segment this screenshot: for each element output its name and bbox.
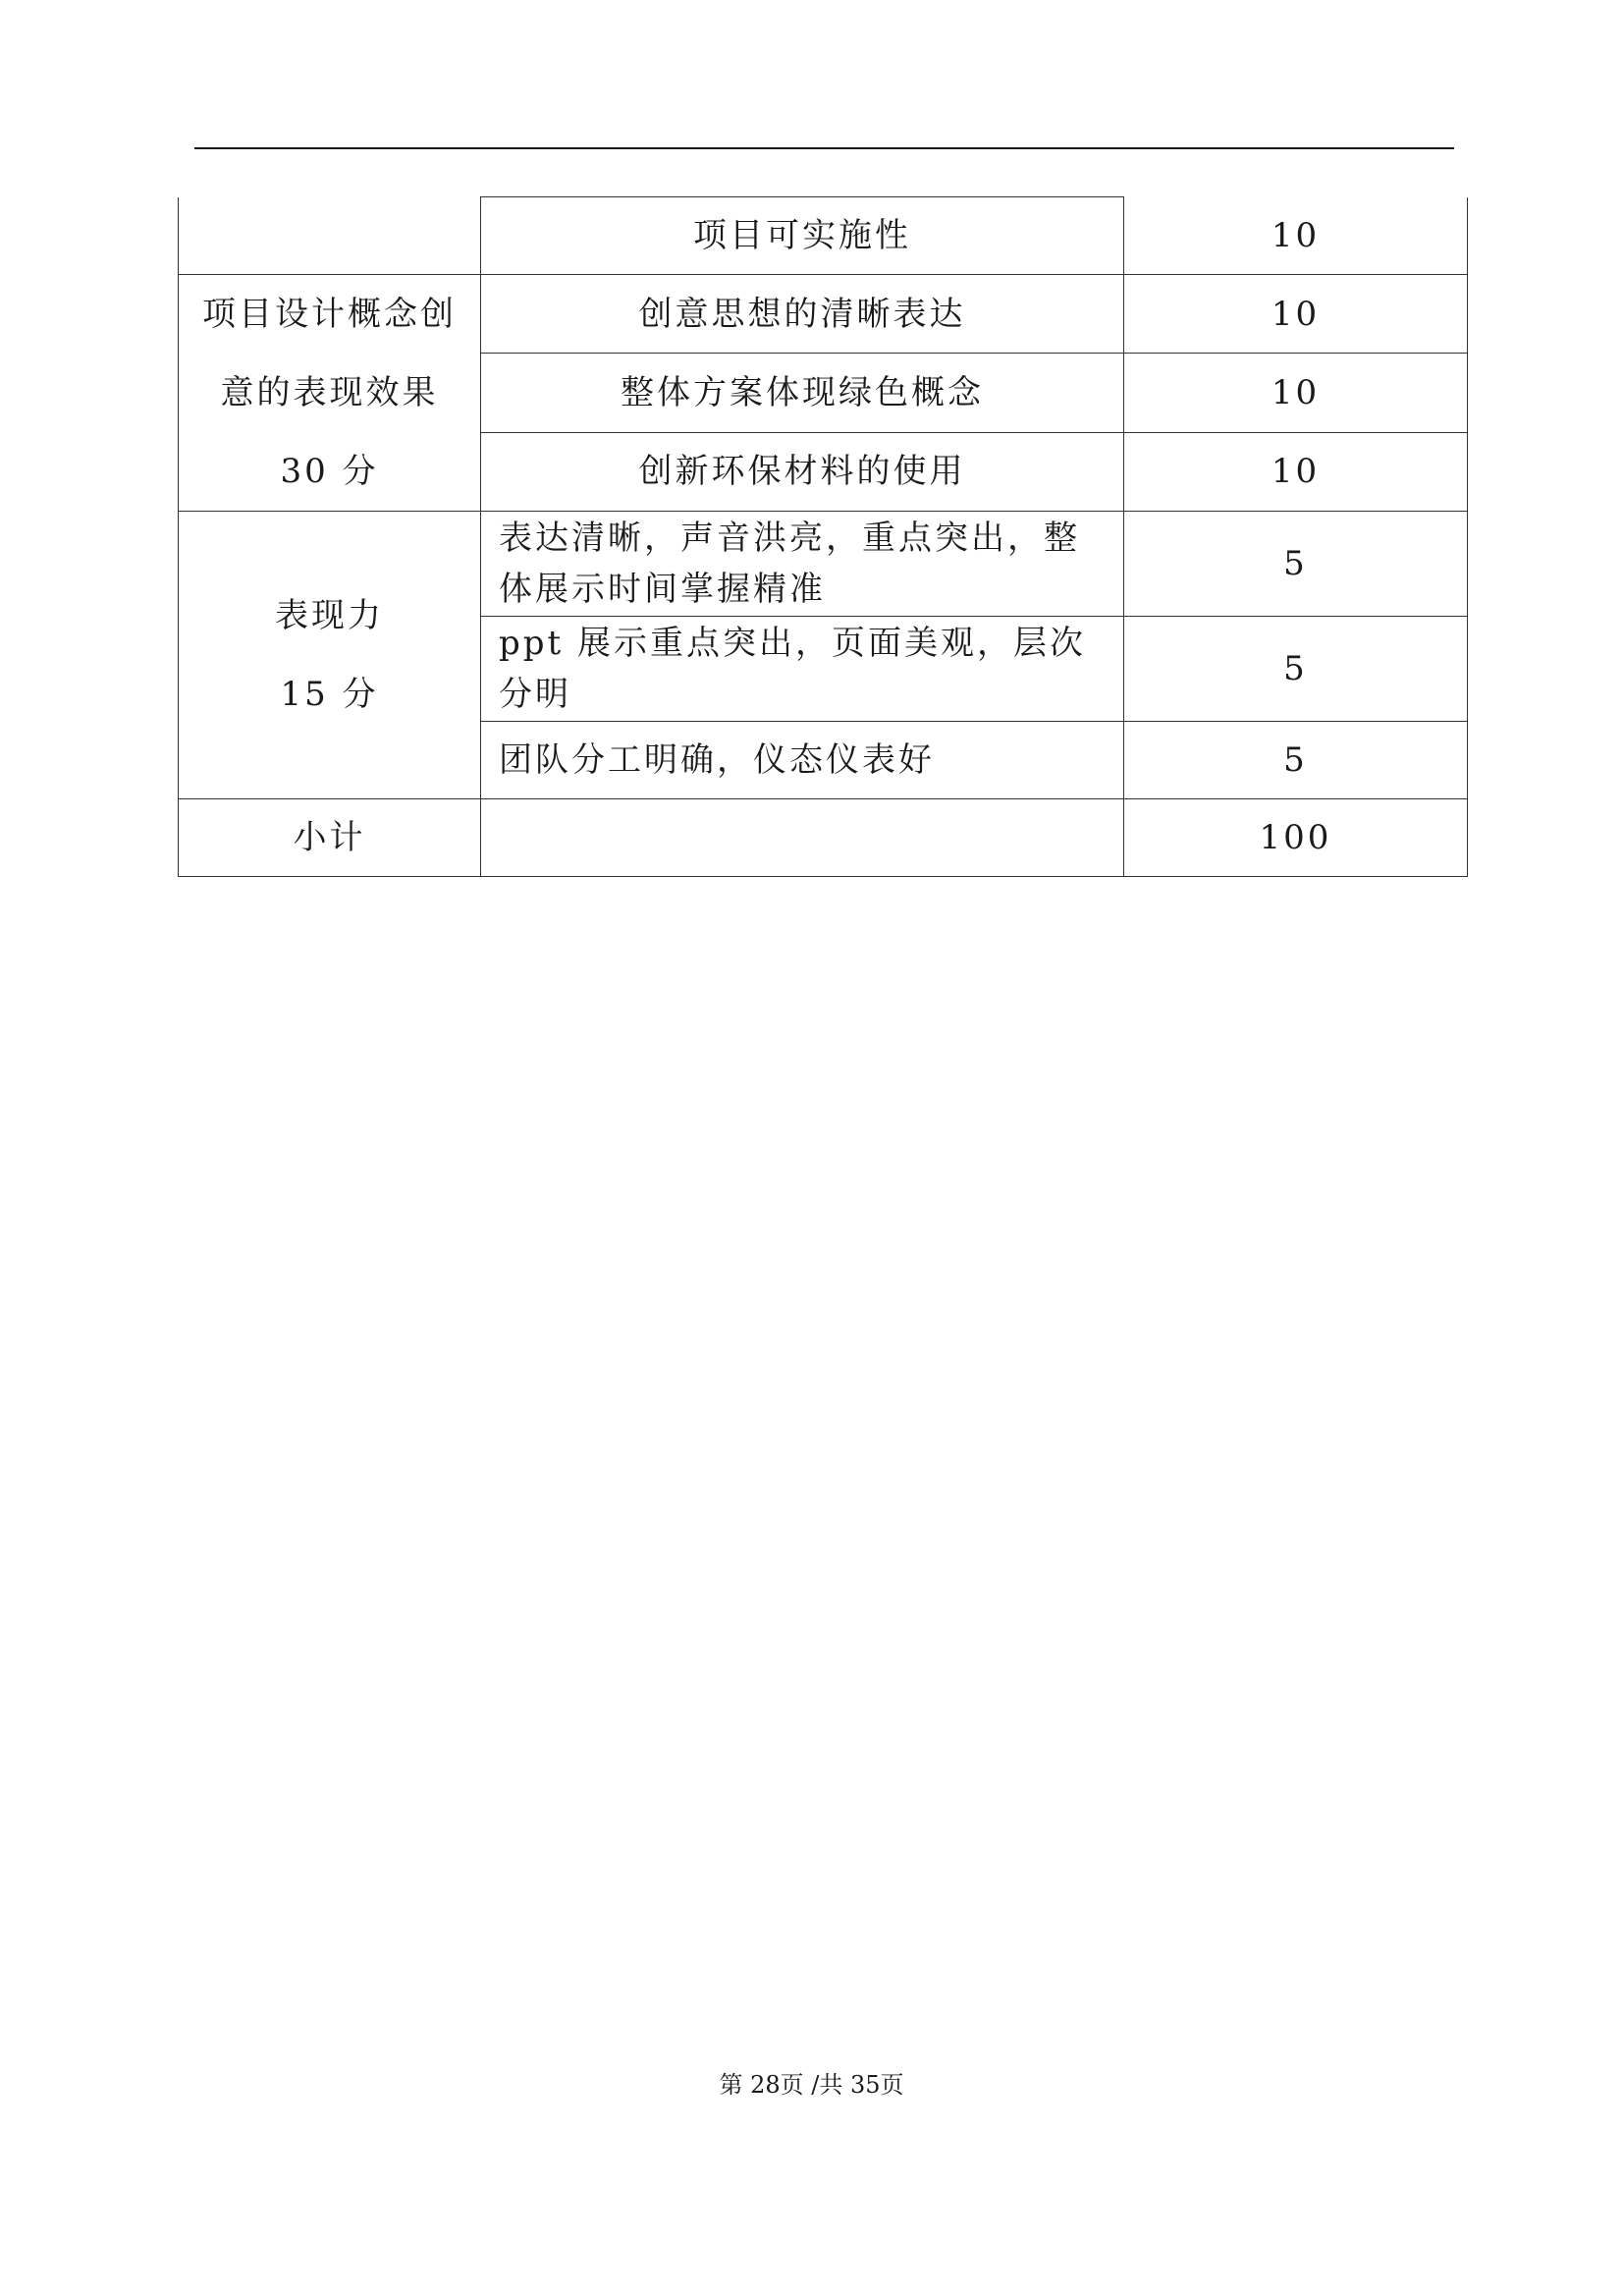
criterion-cell: 整体方案体现绿色概念 [481,354,1124,432]
table-row [179,197,1468,275]
subtotal-criterion-cell [481,799,1124,877]
category-cell-performance [179,512,481,799]
header-rule [194,147,1454,149]
category-cell-continued [179,197,481,275]
criterion-cell: 创意思想的清晰表达 [481,275,1124,354]
criterion-cell: 团队分工明确，仪态仪表好 [481,722,1124,799]
scoring-table [178,196,1468,877]
criterion-cell: 项目可实施性 [481,197,1124,275]
subtotal-score: 100 [1124,799,1468,877]
category-points: 15 分 [280,675,379,714]
score-cell: 5 [1124,722,1468,799]
score-cell: 10 [1124,354,1468,432]
category-label-line: 意的表现效果 [220,373,439,412]
score-cell: 5 [1124,617,1468,722]
category-cell-design [179,275,481,512]
score-cell: 10 [1124,432,1468,511]
page-footer: 第 28页 /共 35页 [719,2071,904,2099]
score-cell: 10 [1124,197,1468,275]
subtotal-label: 小计 [179,799,481,877]
table-row [179,512,1468,617]
criterion-cell: 创新环保材料的使用 [481,432,1124,511]
criterion-cell: 表达清晰，声音洪亮，重点突出，整体展示时间掌握精准 [481,512,1124,617]
category-points: 30 分 [280,452,379,491]
criterion-cell: ppt 展示重点突出，页面美观，层次分明 [481,617,1124,722]
category-label-line: 表现力 [275,596,384,635]
score-cell: 5 [1124,512,1468,617]
category-label-line: 项目设计概念创 [202,295,457,334]
score-cell: 10 [1124,275,1468,354]
table-row [179,275,1468,354]
subtotal-row [179,799,1468,877]
